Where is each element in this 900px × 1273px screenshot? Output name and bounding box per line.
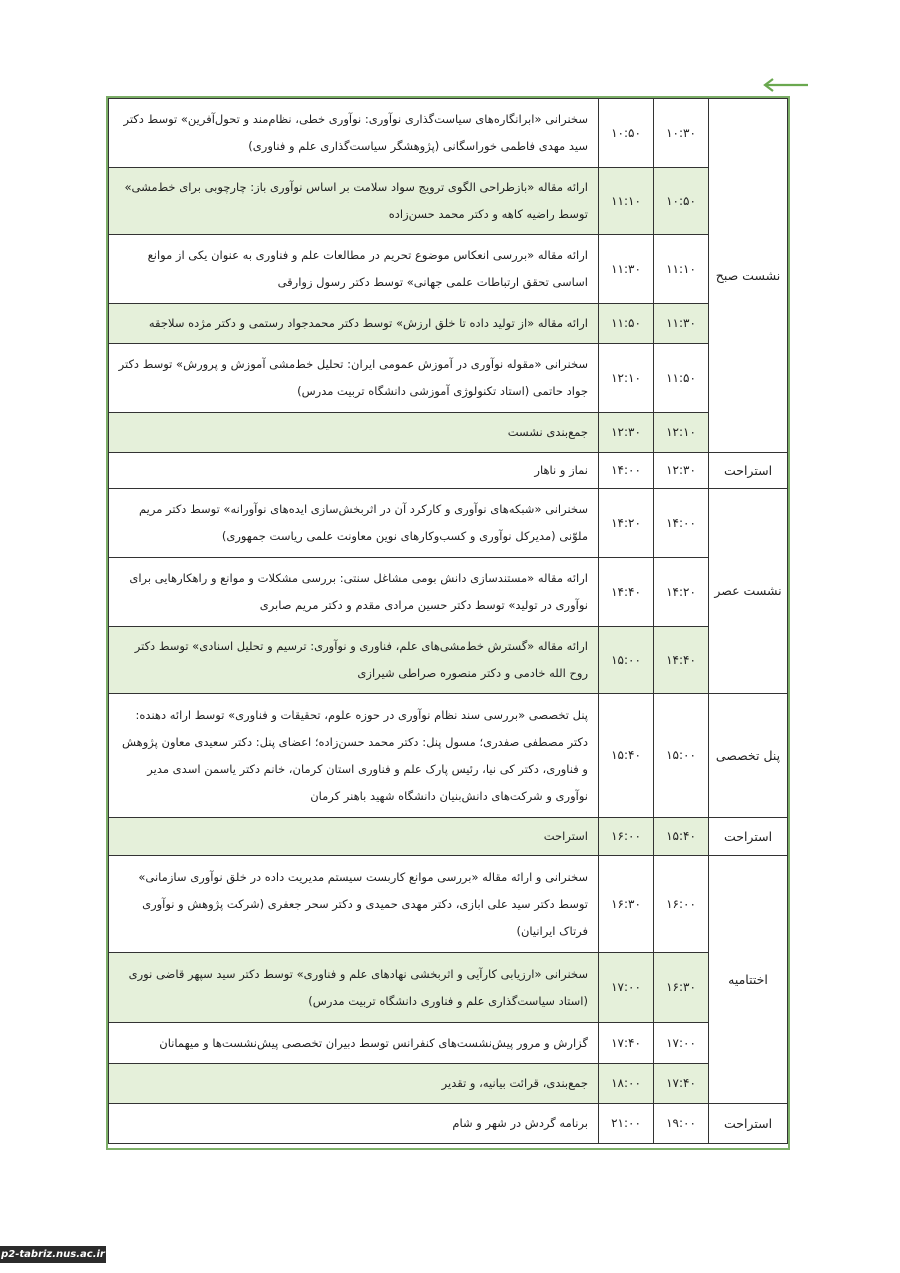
start-time: ۱۴:۴۰ [654, 627, 709, 694]
start-time: ۱۶:۰۰ [654, 856, 709, 953]
start-time: ۱۱:۵۰ [654, 344, 709, 413]
start-time: ۱۴:۲۰ [654, 558, 709, 627]
table-row [109, 1064, 788, 1104]
table-row [109, 304, 788, 344]
description: گزارش و مرور پیش‌نشست‌های کنفرانس توسط دبیران تخصصی پیش‌نشست‌ها و میهمانان [109, 1023, 599, 1064]
end-time: ۱۷:۰۰ [599, 953, 654, 1023]
table-row [109, 1023, 788, 1064]
start-time: ۱۲:۳۰ [654, 453, 709, 489]
table-row [109, 1104, 788, 1144]
start-time: ۱۴:۰۰ [654, 489, 709, 558]
site-footer-link[interactable]: p2-tabriz.nus.ac.ir [0, 1246, 106, 1263]
start-time: ۱۱:۱۰ [654, 235, 709, 304]
description: ارائه مقاله «گسترش خط‌مشی‌های علم، فناوری و نوآوری: ترسیم و تحلیل اسنادی» توسط دکتر روح الله خادمی و دکتر منصوره صراطی شیرازی [109, 627, 599, 694]
end-time: ۱۸:۰۰ [599, 1064, 654, 1104]
description: جمع‌بندی، قرائت بیانیه، و تقدیر [109, 1064, 599, 1104]
table-row [109, 489, 788, 558]
session-cell: استراحت [709, 453, 788, 489]
table-row [109, 627, 788, 694]
end-time: ۱۵:۰۰ [599, 627, 654, 694]
schedule-table [108, 98, 788, 1144]
session-cell: اختتامیه [709, 856, 788, 1104]
start-time: ۱۷:۰۰ [654, 1023, 709, 1064]
table-row [109, 99, 788, 168]
description: ارائه مقاله «بازطراحی الگوی ترویج سواد سلامت بر اساس نوآوری باز: چارچوبی برای خط‌مشی» توسط راضیه کاهه و دکتر محمد حسن‌زاده [109, 168, 599, 235]
start-time: ۱۹:۰۰ [654, 1104, 709, 1144]
end-time: ۲۱:۰۰ [599, 1104, 654, 1144]
description: سخنرانی «ارزیابی کارآیی و اثربخشی نهادهای علم و فناوری» توسط دکتر سید سپهر قاضی نوری (استاد سیاست‌گذاری علم و فناوری دانشگاه تربیت مدرس) [109, 953, 599, 1023]
session-cell: نشست صبح [709, 99, 788, 453]
description: استراحت [109, 818, 599, 856]
session-cell: استراحت [709, 1104, 788, 1144]
table-row [109, 168, 788, 235]
start-time: ۱۲:۱۰ [654, 413, 709, 453]
end-time: ۱۶:۳۰ [599, 856, 654, 953]
description: سخنرانی «شبکه‌های نوآوری و کارکرد آن در اثربخش‌سازی ایده‌های نوآورانه» توسط دکتر مریم ملوّنی (مدیرکل نوآوری و کسب‌وکارهای نوین معاونت علمی ریاست جمهوری) [109, 489, 599, 558]
end-time: ۱۷:۴۰ [599, 1023, 654, 1064]
description: برنامه گردش در شهر و شام [109, 1104, 599, 1144]
end-time: ۱۰:۵۰ [599, 99, 654, 168]
description: ارائه مقاله «بررسی انعکاس موضوع تحریم در مطالعات علم و فناوری به عنوان یکی از موانع اساسی تحقق ارتباطات علمی جهانی» توسط دکتر رسول زوارقی [109, 235, 599, 304]
description: نماز و ناهار [109, 453, 599, 489]
end-time: ۱۲:۱۰ [599, 344, 654, 413]
end-time: ۱۴:۰۰ [599, 453, 654, 489]
end-time: ۱۱:۵۰ [599, 304, 654, 344]
end-time: ۱۵:۴۰ [599, 694, 654, 818]
start-time: ۱۶:۳۰ [654, 953, 709, 1023]
end-time: ۱۲:۳۰ [599, 413, 654, 453]
table-row [109, 453, 788, 489]
start-time: ۱۱:۳۰ [654, 304, 709, 344]
description: جمع‌بندی نشست [109, 413, 599, 453]
session-cell: استراحت [709, 818, 788, 856]
table-row [109, 856, 788, 953]
session-cell: پنل تخصصی [709, 694, 788, 818]
start-time: ۱۷:۴۰ [654, 1064, 709, 1104]
description: ارائه مقاله «از تولید داده تا خلق ارزش» توسط دکتر محمدجواد رستمی و دکتر مژده سلاجقه [109, 304, 599, 344]
back-arrow-icon[interactable] [762, 78, 810, 92]
start-time: ۱۰:۳۰ [654, 99, 709, 168]
table-row [109, 413, 788, 453]
table-row [109, 953, 788, 1023]
end-time: ۱۱:۳۰ [599, 235, 654, 304]
start-time: ۱۰:۵۰ [654, 168, 709, 235]
session-cell: نشست عصر [709, 489, 788, 694]
description: ارائه مقاله «مستندسازی دانش بومی مشاغل سنتی: بررسی مشکلات و موانع و راهکارهایی برای نوآوری در تولید» توسط دکتر حسین مرادی مقدم و دکتر مریم صابری [109, 558, 599, 627]
table-row [109, 344, 788, 413]
table-row [109, 694, 788, 818]
start-time: ۱۵:۰۰ [654, 694, 709, 818]
description: سخنرانی «مقوله نوآوری در آموزش عمومی ایران: تحلیل خط‌مشی آموزش و پرورش» توسط دکتر جواد حاتمی (استاد تکنولوژی آموزشی دانشگاه تربیت مدرس) [109, 344, 599, 413]
description: سخنرانی و ارائه مقاله «بررسی موانع کاربست سیستم مدیریت داده در خلق نوآوری سازمانی» توسط دکتر سید علی ابازی، دکتر مهدی حمیدی و دکتر سحر جعفری (شرکت پژوهش و نوآوری فرتاک ایرانیان) [109, 856, 599, 953]
table-row [109, 235, 788, 304]
end-time: ۱۱:۱۰ [599, 168, 654, 235]
table-row [109, 818, 788, 856]
end-time: ۱۴:۴۰ [599, 558, 654, 627]
description: پنل تخصصی «بررسی سند نظام نوآوری در حوزه علوم، تحقیقات و فناوری» توسط ارائه دهنده: دکتر مصطفی صفدری؛ مسول پنل: دکتر محمد حسن‌زاده؛ اعضای پنل: دکتر سعیدی معاون پژوهش و فناوری، دکتر کی نیا، رئیس پارک علم و فناوری استان کرمان، خانم دکتر یاسمن اسدی مدیر نوآوری و شرکت‌های دانش‌بنیان دانشگاه شهید باهنر کرمان [109, 694, 599, 818]
start-time: ۱۵:۴۰ [654, 818, 709, 856]
table-row [109, 558, 788, 627]
end-time: ۱۴:۲۰ [599, 489, 654, 558]
description: سخنرانی «ابرانگاره‌های سیاست‌گذاری نوآوری: نوآوری خطی، نظام‌مند و تحول‌آفرین» توسط دکتر سید مهدی فاطمی خوراسگانی (پژوهشگر سیاست‌گذاری علم و فناوری) [109, 99, 599, 168]
end-time: ۱۶:۰۰ [599, 818, 654, 856]
